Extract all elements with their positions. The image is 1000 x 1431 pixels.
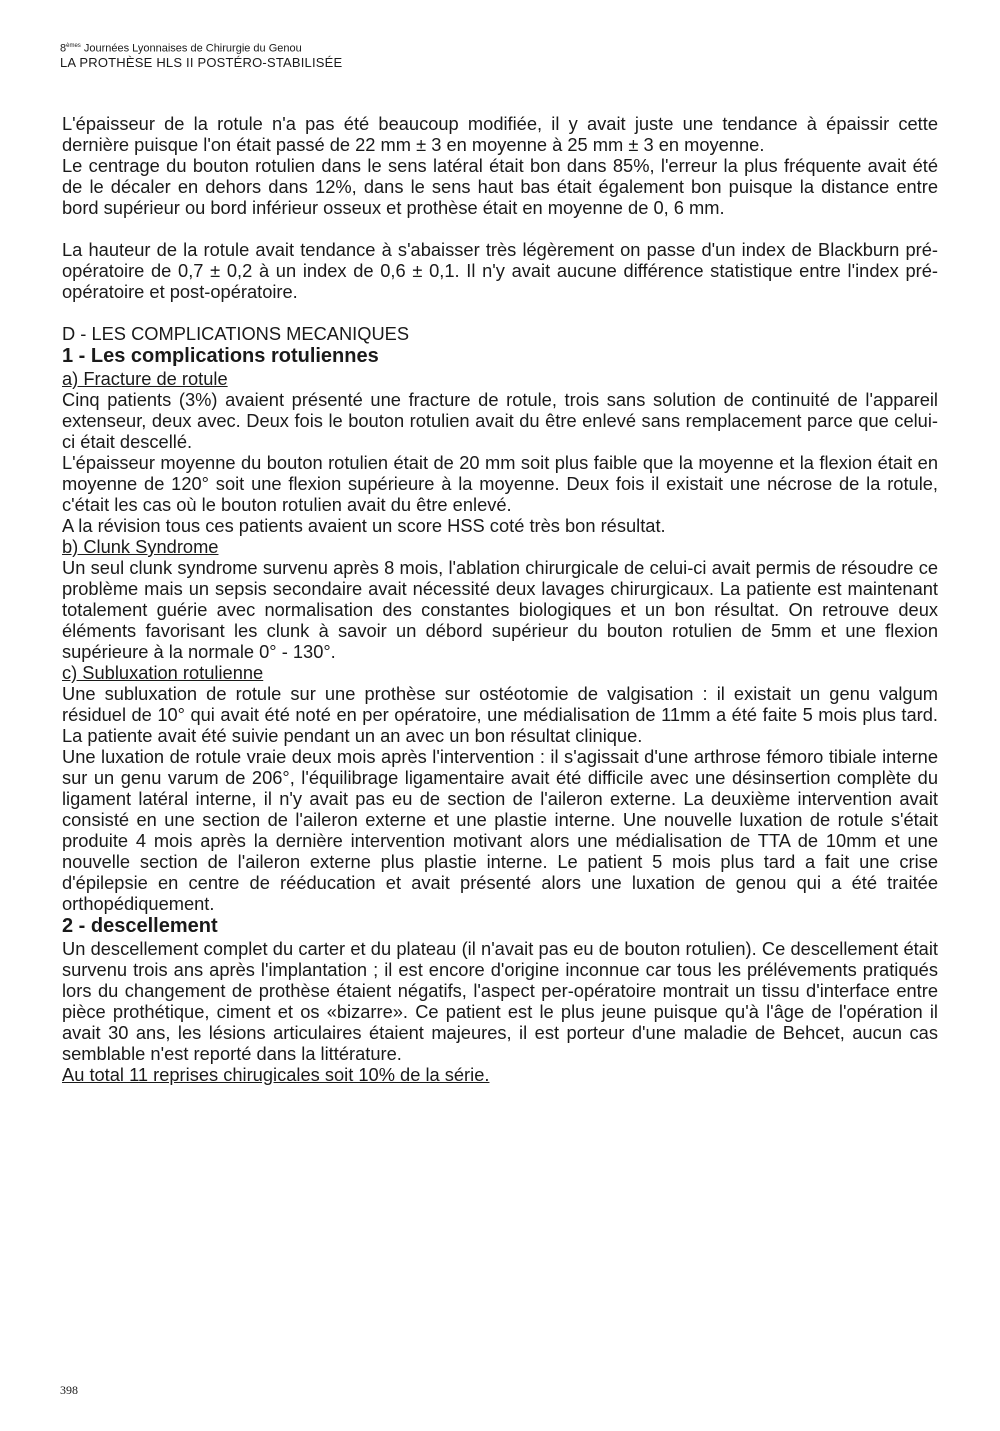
paragraph-fracture-1: Cinq patients (3%) avaient présenté une fracture de rotule, trois sans solution de continuité de l'appareil extenseur, deux avec. Deux fois le bouton rotulien avait du être enlevé sans remplacement parce que celui-ci était descellé.	[62, 389, 938, 452]
paragraph-total: Au total 11 reprises chirugicales soit 10% de la série.	[62, 1064, 490, 1085]
paragraph-fracture-2: L'épaisseur moyenne du bouton rotulien était de 20 mm soit plus faible que la moyenne et la flexion était en moyenne de 120° soit une flexion supérieure à la moyenne. Deux fois il existait une nécrose de la rotule, c'était les cas où le bouton rotulien avait du être enlevé.	[62, 452, 938, 515]
header-edition: 8èmes Journées Lyonnaises de Chirurgie du Genou	[60, 42, 302, 55]
paragraph-loosening: Un descellement complet du carter et du plateau (il n'avait pas eu de bouton rotulien). Ce descellement était survenu trois ans après l'implantation ; il est encore d'origine inconnue car tous les prélévements pratiqués lors du changement de prothèse étaient négatifs, l'aspect per-opératoire montrait un tissu d'interface entre pièce prothétique, ciment et os «bizarre». Ce patient est le plus jeune puisque qu'à l'âge de l'opération il avait 30 ans, les lésions articulaires étaient majeures, il est porteur d'une maladie de Behcet, aucun cas semblable n'est reporté dans la littérature.	[62, 938, 938, 1064]
running-header	[60, 40, 342, 69]
paragraph-patella-height: La hauteur de la rotule avait tendance à s'abaisser très légèrement on passe d'un index de Blackburn pré-opératoire de 0,7 ± 0,2 à un index de 0,6 ± 0,1. Il n'y avait aucune différence statistique entre l'index pré-opératoire et post-opératoire.	[62, 239, 938, 302]
heading-patellar-complications: 1 - Les complications rotuliennes	[62, 345, 379, 367]
heading-loosening: 2 - descellement	[62, 915, 218, 937]
subheading-clunk: b) Clunk Syndrome	[62, 536, 219, 557]
subheading-subluxation: c) Subluxation rotulienne	[62, 662, 264, 683]
header-subtitle: LA PROTHÈSE HLS II POSTÉRO-STABILISÉE	[60, 54, 343, 70]
paragraph-subluxation-1: Une subluxation de rotule sur une prothèse sur ostéotomie de valgisation : il existait un genu valgum résiduel de 10° qui avait été noté en per opératoire, une médialisation de 11mm a été faite 5 mois plus tard. La patiente avait été suivie pendant un an avec un bon résultat clinique.	[62, 683, 938, 746]
page-number: 398	[60, 1383, 78, 1397]
paragraph-button-centering: Le centrage du bouton rotulien dans le sens latéral était bon dans 85%, l'erreur la plus fréquente avait été de le décaler en dehors dans 12%, dans le sens haut bas était également bon puisque la distance entre bord supérieur ou bord inférieur osseux et prothèse était en moyenne de 0, 6 mm.	[62, 155, 938, 218]
paragraph-clunk: Un seul clunk syndrome survenu après 8 mois, l'ablation chirurgicale de celui-ci avait permis de résoudre ce problème mais un sepsis secondaire avait nécessité deux lavages chirurgicaux. La patiente est maintenant totalement guérie avec normalisation des constantes biologiques et un bon résultat. On retrouve deux éléments favorisant les clunk à savoir un débord supérieur du bouton rotulien de 5mm et une flexion supérieure à la normale 0° - 130°.	[62, 557, 938, 662]
section-heading-d: D - LES COMPLICATIONS MECANIQUES	[62, 323, 410, 344]
paragraph-patella-thickness: L'épaisseur de la rotule n'a pas été beaucoup modifiée, il y avait juste une tendance à épaissir cette dernière puisque l'on était passé de 22 mm ± 3 en moyenne à 25 mm ± 3 en moyenne.	[62, 113, 938, 155]
paragraph-subluxation-2: Une luxation de rotule vraie deux mois après l'intervention : il s'agissait d'une arthrose fémoro tibiale interne sur un genu varum de 206°, l'équilibrage ligamentaire avait été difficile avec une désinsertion complète du ligament latéral interne, il n'y avait pas eu de section de l'aileron externe. La deuxième intervention avait consisté en une section de l'aileron externe et une plastie interne. Une nouvelle luxation de rotule s'était produite 4 mois après la dernière intervention motivant alors une médialisation de TTA de 10mm et une nouvelle section de l'aileron externe plus plastie interne. Le patient 5 mois plus tard a fait une crise d'épilepsie en centre de rééducation et avait présenté alors une luxation de genou qui a été traitée orthopédiquement.	[62, 746, 938, 914]
subheading-fracture: a) Fracture de rotule	[62, 368, 228, 389]
paragraph-fracture-3: A la révision tous ces patients avaient un score HSS coté très bon résultat.	[62, 515, 666, 536]
page-body	[62, 113, 938, 1085]
